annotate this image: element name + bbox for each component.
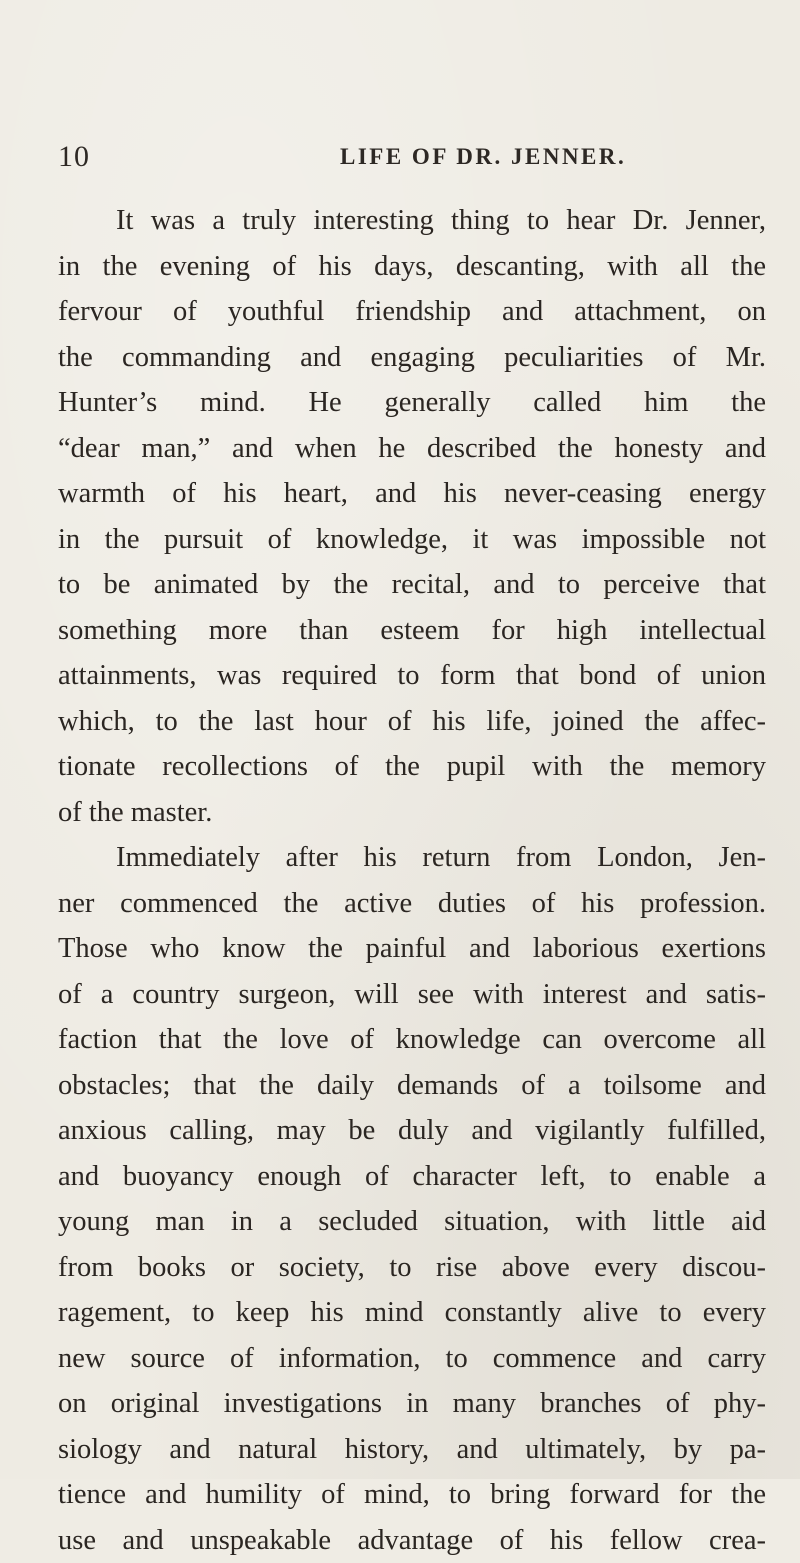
- text-line: of a country surgeon, will see with interest and satis-: [58, 972, 766, 1018]
- text-line: the commanding and engaging peculiarities of Mr.: [58, 335, 766, 381]
- text-line: on original investigations in many branches of phy-: [58, 1381, 766, 1427]
- text-line: “dear man,” and when he described the honesty and: [58, 426, 766, 472]
- text-line: obstacles; that the daily demands of a toilsome and: [58, 1063, 766, 1109]
- text-line: ragement, to keep his mind constantly alive to every: [58, 1290, 766, 1336]
- text-line: young man in a secluded situation, with little aid: [58, 1199, 766, 1245]
- text-line: ner commenced the active duties of his profession.: [58, 881, 766, 927]
- text-line: of the master.: [58, 790, 766, 836]
- text-line: something more than esteem for high intellectual: [58, 608, 766, 654]
- paragraph-1: [58, 198, 766, 835]
- text-line: Those who know the painful and laborious exertions: [58, 926, 766, 972]
- text-line: faction that the love of knowledge can overcome all: [58, 1017, 766, 1063]
- text-line: in the evening of his days, descanting, with all the: [58, 244, 766, 290]
- text-line: in the pursuit of knowledge, it was impossible not: [58, 517, 766, 563]
- text-line: tience and humility of mind, to bring forward for the: [58, 1472, 766, 1518]
- text-line: warmth of his heart, and his never-ceasing energy: [58, 471, 766, 517]
- text-line: from books or society, to rise above every discou-: [58, 1245, 766, 1291]
- text-line: new source of information, to commence and carry: [58, 1336, 766, 1382]
- text-line: to be animated by the recital, and to perceive that: [58, 562, 766, 608]
- text-line: fervour of youthful friendship and attachment, on: [58, 289, 766, 335]
- running-title: LIFE OF DR. JENNER.: [340, 144, 626, 170]
- text-line: Immediately after his return from London, Jen-: [58, 835, 766, 881]
- body-text: [58, 198, 766, 1563]
- text-line: anxious calling, may be duly and vigilantly fulfilled,: [58, 1108, 766, 1154]
- paragraph-2: [58, 835, 766, 1563]
- text-line: tionate recollections of the pupil with the memory: [58, 744, 766, 790]
- text-line: which, to the last hour of his life, joined the affec-: [58, 699, 766, 745]
- text-line: and buoyancy enough of character left, to enable a: [58, 1154, 766, 1200]
- text-line: use and unspeakable advantage of his fellow crea-: [58, 1518, 766, 1563]
- running-head: [0, 140, 800, 180]
- text-line: Hunter’s mind. He generally called him the: [58, 380, 766, 426]
- page-number: 10: [58, 140, 90, 174]
- text-line: It was a truly interesting thing to hear Dr. Jenner,: [58, 198, 766, 244]
- text-line: siology and natural history, and ultimately, by pa-: [58, 1427, 766, 1473]
- text-line: attainments, was required to form that bond of union: [58, 653, 766, 699]
